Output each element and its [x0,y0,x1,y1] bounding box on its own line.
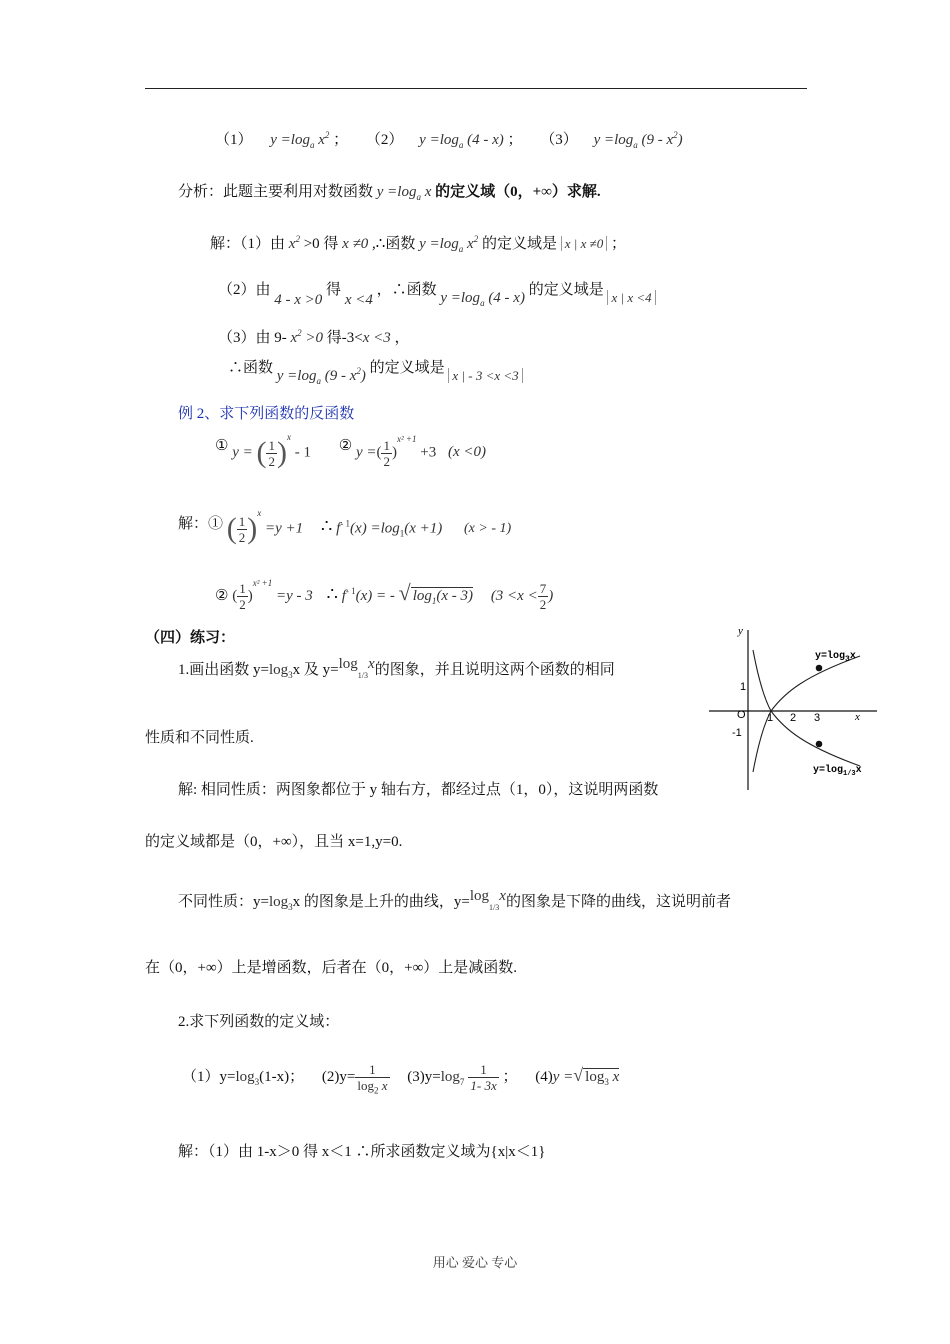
numerator: 1 [268,437,275,453]
answer-line-1: 解: 相同性质：两图象都位于 y 轴右方，都经过点（1，0），这说明两函数 [178,782,659,798]
item-label: （1） [215,132,253,148]
math-expr: log [268,662,289,678]
sol-text: 的定义域是 [528,282,604,298]
math-sub: a [458,244,464,254]
point-upper [816,665,823,672]
math-var: x [612,1068,620,1085]
math-sup: 2 [473,234,479,244]
tick-x-2: 2 [790,712,797,724]
practice-q1-line2: 性质和不同性质. [145,730,254,746]
math-expr: y =log [276,368,317,384]
origin-label: O [737,709,746,721]
tick-x-3: 3 [814,712,821,724]
sqrt-sign: √ [398,580,411,605]
page-footer: 用心 爱心 专心 [432,1255,518,1270]
tick-x-1: 1 [767,712,774,724]
fraction [538,581,549,612]
math-var: x [499,888,506,904]
math-cond: (x <0) [447,444,486,461]
math-expr: log [235,1068,255,1085]
sqrt-body [411,587,473,604]
example-2-items [215,432,486,470]
log-graph [705,622,880,792]
problem-line-1 [215,128,683,149]
tick-y-1: 1 [740,681,747,693]
q-text: 的图象是下降的曲线，这说明前者 [505,894,731,910]
sol-text: >0 得 [303,236,339,252]
x-axis-label: x [855,711,860,723]
math-var: f [336,520,341,537]
item-label: （3） [540,132,578,148]
math-expr: x <3 [362,330,391,346]
solution-3-line2 [228,356,523,386]
sol-text: ∴函数 [228,360,274,376]
math-sub: a [480,298,485,308]
sol-text: 解：（1）由 [210,236,286,252]
math-expr: x ≠0 [342,236,369,252]
denominator [355,1078,389,1096]
math-sub: 3 [288,670,293,680]
sol-text: ,∴函数 [372,236,416,252]
q-text: x 及 y= [292,662,339,678]
math-expr: >0 [305,330,324,346]
math-expr: log [268,894,289,910]
math-sup: x [257,508,262,519]
math-expr: =y - 3 [275,588,313,604]
practice-q2-items [182,1062,620,1096]
sol-text: 的定义域是 [481,236,557,252]
math-expr: y = [232,444,253,461]
math-expr: log [585,1068,605,1085]
math-sub: 1/3 [489,903,500,912]
q-text: 1.画出函数 y= [178,662,269,678]
math-expr: +3 [420,444,437,461]
sol-text: 得 [326,282,342,298]
diff-line-2: 在（0，+∞）上是增函数，后者在（0，+∞）上是减函数. [145,960,518,976]
math-close: ) [677,132,683,148]
circle-number: ① [215,438,229,455]
math-sub: 3 [288,902,293,912]
label-log3: $y=\log_3x$ [815,651,856,664]
punct: ； [507,132,523,148]
denominator: 2 [238,529,246,545]
numerator: 1 [238,513,246,529]
math-sup: 2 [356,366,361,376]
fraction [381,438,392,469]
denominator: 1- 3x [470,1078,497,1093]
denominator: 2 [239,597,246,613]
solution-3 [218,326,410,347]
set-notation: x | - 3 <x <3 [448,368,522,383]
math-expr: y =log [270,132,310,148]
sol-text: 得-3< [326,330,363,346]
practice-q2: 2.求下列函数的定义域： [178,1014,340,1030]
math-sub: a [458,140,464,150]
practice-q1 [178,658,615,679]
diff-line-1 [178,890,731,911]
answer-line-2: 的定义域都是（0，+∞），且当 x=1,y=0. [145,834,403,850]
q-text: (4) [535,1068,553,1085]
math-expr: log [357,1078,374,1093]
math-expr: y =log [440,290,481,306]
q-text: （1）y= [182,1068,236,1085]
math-expr: log [338,656,358,672]
fraction [237,581,248,612]
numerator: 1 [468,1062,498,1078]
math-sup: x² +1 [396,434,417,445]
math-sub: 1 [399,528,405,539]
analysis-line [178,180,601,201]
math-var: x [467,236,474,252]
math-expr: y =log [376,184,417,200]
math-expr: log [412,588,432,604]
fraction [266,438,277,469]
example-2-title: 例 2、求下列函数的反函数 [178,406,355,422]
math-sub: a [316,376,321,386]
math-sub: 3 [254,1076,260,1087]
math-sup: 2 [673,130,678,140]
math-var: x [288,236,296,252]
ex2-solution-2 [215,580,553,612]
analysis-text: 分析：此题主要利用对数函数 [178,184,374,200]
solution-1 [210,232,626,253]
sol-text: （3）由 9- [218,330,287,346]
punct: ； [333,132,349,148]
solution-2 [218,278,656,308]
point-lower [816,741,823,748]
math-cond: (x > - 1) [464,521,512,537]
fraction [468,1062,498,1093]
math-sub: a [416,192,421,202]
y-axis-label: y [738,625,743,637]
q-text: (2)y= [321,1068,356,1085]
math-expr: y =log [419,236,459,252]
numerator: 1 [355,1062,389,1078]
numerator: 7 [539,581,547,597]
tick-y-neg1: -1 [732,727,742,739]
paren: ) [276,436,287,469]
sqrt-body [583,1068,619,1085]
math-expr: y =log [419,132,459,148]
math-sup: - 1 [340,518,351,529]
paren: ( [256,436,267,469]
set-notation: x | x ≠0 [561,236,608,251]
math-var: f [341,588,346,604]
math-var: x [381,1078,388,1093]
paren: ( [226,512,237,545]
math-arg: (4 - x) [467,132,504,148]
paren: ) [391,444,397,461]
sol-text: ，∴函数 [376,282,437,298]
math-expr: y =log [593,132,634,148]
math-var: x [368,656,375,672]
math-sub: 3 [604,1076,609,1087]
fraction [237,514,248,545]
punct: ； [502,1068,518,1085]
math-expr: log [440,1068,460,1085]
sol-label: ② [215,588,229,604]
sqrt-sign: √ [573,1064,584,1085]
math-sub: a [309,140,315,150]
math-expr: (x) =log [350,520,400,537]
set-notation: x | x <4 [607,290,655,305]
analysis-text: 的定义域（0，+∞）求解. [435,184,601,200]
label-log13: $y=\log_{1/3}x$ [813,765,862,778]
math-expr: y = [355,444,377,461]
math-expr: (x) = - [355,588,395,604]
denominator: 2 [383,453,390,469]
math-sup: 2 [297,328,302,338]
math-sub: 1 [431,596,437,606]
math-expr: log [469,888,490,904]
ex2-solution-1 [178,508,512,546]
math-var: x [318,132,325,148]
math-arg: (x +1) [404,520,443,537]
math-expr: =y +1 [265,520,304,537]
math-sub: 1/3 [357,671,369,680]
math-arg: (4 - x) [488,290,525,306]
practice-heading: （四）练习： [145,630,236,646]
math-sub: 2 [373,1085,379,1096]
punct: ； [610,236,626,252]
paren: ) [247,512,258,545]
math-cond: (3 <x < [490,588,538,604]
fraction [355,1062,389,1096]
math-close: ) [360,368,366,384]
sol-text: （2）由 [218,282,271,298]
math-arg: (9 - x [641,132,674,148]
math-expr: y = [552,1068,574,1085]
math-expr: x <4 [344,292,373,308]
q-text: (1-x)； [259,1068,305,1085]
numerator: 1 [239,581,246,597]
sol-text: 的定义域是 [369,360,445,376]
q-text: x 的图象是上升的曲线，y= [292,894,470,910]
practice-q2-solution: 解：（1）由 1-x＞0 得 x＜1 ∴所求函数定义域为{x|x＜1} [178,1144,546,1160]
math-sup: 2 [324,130,330,140]
paren: ( [376,444,382,461]
paren: ) [247,588,253,604]
math-cond: ) [548,588,554,604]
punct: ， [394,330,410,346]
q-text: 的图象，并且说明这两个函数的相同 [374,662,615,678]
denominator: 2 [268,453,275,469]
item-label: （2） [365,132,404,148]
math-arg: (9 - x [324,368,357,384]
math-expr: - 1 [294,444,311,461]
math-sup: x [286,432,291,443]
math-sup: - 1 [345,586,356,596]
therefore-symbol: ∴ [326,584,338,604]
math-var: x [290,330,298,346]
q-text: 不同性质：y= [178,894,269,910]
header-rule [145,88,807,89]
math-sup: 2 [295,234,300,244]
math-sub: 7 [459,1076,465,1087]
therefore-symbol: ∴ [320,516,333,537]
circle-number: ② [338,438,353,455]
math-var: x [424,184,432,200]
math-sup: x² +1 [252,578,273,588]
numerator: 1 [383,437,390,453]
math-arg: (x - 3) [436,588,474,604]
q-text: (3)y= [407,1068,441,1085]
math-expr: 4 - x >0 [274,292,323,308]
sol-label: 解：① [178,516,224,533]
math-sub: a [633,140,638,150]
paren: ( [232,588,238,604]
denominator: 2 [539,597,547,613]
